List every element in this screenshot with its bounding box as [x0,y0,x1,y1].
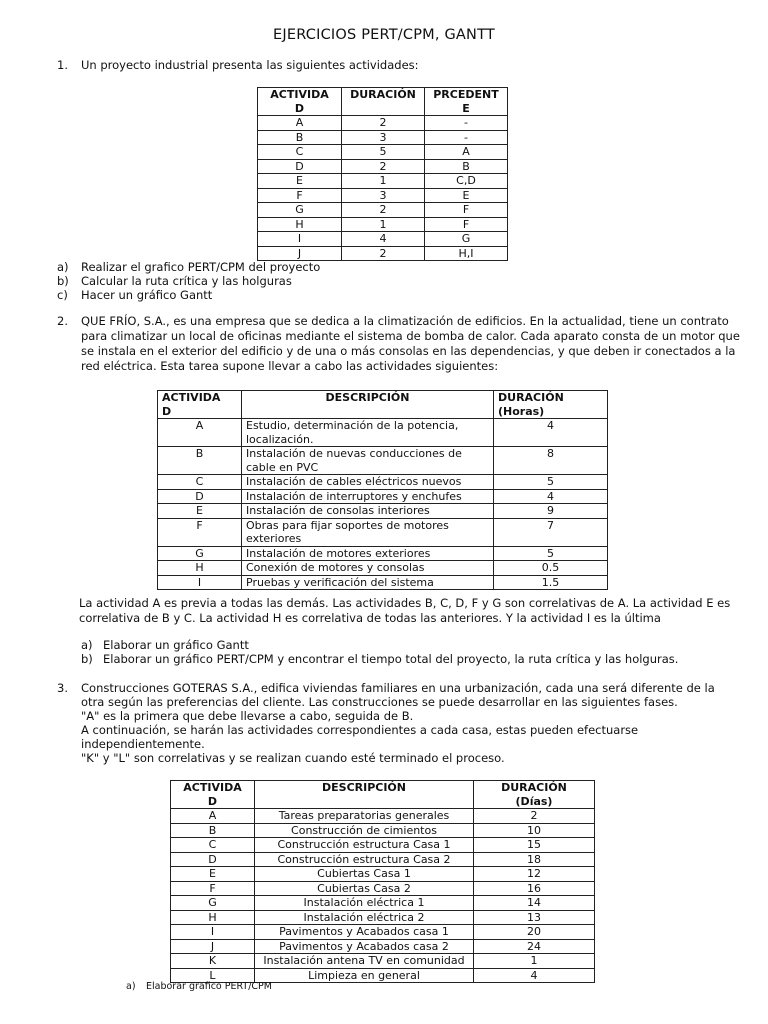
table-cell: A [425,145,508,160]
table-cell-description [242,518,494,546]
table-cell: E [258,174,342,189]
table-row [258,174,508,189]
table-header: DURACIÓN (Días) [474,781,595,809]
text-line: "K" y "L" son correlativas y se realizan cuando esté terminado el proceso. [81,751,505,765]
table-cell: E [171,867,255,882]
table-cell: Limpieza en general [255,968,474,983]
task-label: a) [81,638,93,652]
table-cell: 14 [474,896,595,911]
task-text: Calcular la ruta crítica y las holguras [81,274,292,288]
table-cell-duration: 8 [494,447,608,475]
table-cell: - [425,116,508,131]
table-cell: Pavimentos y Acabados casa 2 [255,939,474,954]
description-line: Instalación de motores exteriores [246,546,431,560]
table-row [171,823,595,838]
table-cell-activity: C [158,475,242,490]
table-row [171,838,595,853]
table-cell: 20 [474,925,595,940]
table-header: ACTIVIDA D [258,88,342,116]
text-line: A continuación, se harán las actividades correspondientes a cada casa, estas pueden efectuarse [81,723,639,737]
exercise-2-notes [79,596,759,626]
table-cell: H [258,217,342,232]
text-line: correlativa de B y C. La actividad H es correlativa de todas las anteriores. Y la actividad I es la última [79,611,661,625]
table-cell: E [425,188,508,203]
table-cell: Cubiertas Casa 2 [255,881,474,896]
task-label: c) [57,288,68,302]
table-cell: G [425,232,508,247]
table-row [158,447,608,475]
task-text: Realizar el grafico PERT/CPM del proyecto [81,260,321,274]
table-cell: 1 [342,217,425,232]
description-line: Instalación de consolas interiores [246,504,430,517]
exercise-3-intro [81,681,741,765]
table-row [171,939,595,954]
text-line: La actividad A es previa a todas las demás. Las actividades B, C, D, F y G son correlativas de A. La actividad E es [79,596,731,610]
text-line: se instala en el exterior del edificio y de una o más consolas en las dependencias, y que deben ir conectados a la [81,344,736,358]
table-cell-description [242,561,494,576]
table-cell: K [171,954,255,969]
table-row [158,489,608,504]
task-text: Elaborar un gráfico Gantt [103,638,249,652]
table-cell-description [242,489,494,504]
exercise-2-table [157,390,608,590]
table-cell: Instalación eléctrica 1 [255,896,474,911]
table-cell-activity: F [158,518,242,546]
description-line: cable en PVC [246,460,319,474]
description-line: exteriores [246,532,302,545]
table-row [158,518,608,546]
table-cell: H [171,910,255,925]
table-cell-activity: E [158,504,242,519]
exercise-2-intro [81,314,741,374]
table-cell: Construcción estructura Casa 1 [255,838,474,853]
exercise-1-intro: Un proyecto industrial presenta las siguientes actividades: [81,58,419,72]
table-row [258,145,508,160]
description-line: Pruebas y verificación del sistema [246,575,434,589]
table-cell: 4 [342,232,425,247]
table-header: DESCRIPCIÓN [242,391,494,419]
text-line: otra según las preferencias del cliente. Las construcciones se puede desarrollar en las siguientes fases. [81,695,678,709]
table-cell: L [171,968,255,983]
table-cell: Pavimentos y Acabados casa 1 [255,925,474,940]
text-line: "A" es la primera que debe llevarse a cabo, seguida de B. [81,709,414,723]
table-cell: G [171,896,255,911]
table-header: DESCRIPCIÓN [255,781,474,809]
table-cell: B [425,159,508,174]
table-header: DURACIÓN (Horas) [494,391,608,419]
description-line: Instalación de interruptores y enchufes [246,489,462,503]
table-cell-duration: 4 [494,489,608,504]
table-cell: 12 [474,867,595,882]
table-cell: 4 [474,968,595,983]
description-line: Instalación de cables eléctricos nuevos [246,475,462,488]
table-cell-activity: I [158,575,242,590]
table-cell-duration: 4 [494,419,608,447]
text-line: Construcciones GOTERAS S.A., edifica viviendas familiares en una urbanización, cada una será diferente de la [81,681,715,695]
task-label: a) [57,260,69,274]
table-cell: 2 [342,203,425,218]
table-row [158,561,608,576]
table-row [258,217,508,232]
exercise-1-table [257,87,508,261]
table-row [171,910,595,925]
table-cell-description [242,504,494,519]
exercise-2-number: 2. [57,314,68,328]
table-row [171,852,595,867]
description-line: Estudio, determinación de la potencia, [246,419,459,432]
table-cell: 1 [342,174,425,189]
table-cell-description [242,419,494,447]
table-row [171,809,595,824]
table-cell: Construcción de cimientos [255,823,474,838]
text-line: red eléctrica. Esta tarea supone llevar a cabo las actividades siguientes: [81,359,499,373]
table-cell: 2 [342,116,425,131]
exercise-3-table [170,780,595,983]
table-cell: 2 [474,809,595,824]
table-cell-duration: 0.5 [494,561,608,576]
table-cell: Instalación eléctrica 2 [255,910,474,925]
table-row [258,159,508,174]
table-row [258,203,508,218]
task-label: b) [81,652,93,666]
table-cell-duration: 5 [494,546,608,561]
table-cell: Tareas preparatorias generales [255,809,474,824]
table-cell: A [171,809,255,824]
table-cell-description [242,575,494,590]
description-line: Obras para fijar soportes de motores [246,518,449,532]
table-row [158,504,608,519]
table-cell: B [171,823,255,838]
table-cell: J [258,246,342,261]
table-cell-duration: 5 [494,475,608,490]
table-header: DURACIÓN [342,88,425,116]
table-cell: H,I [425,246,508,261]
table-cell: G [258,203,342,218]
description-line: Instalación de nuevas conducciones de [246,447,462,460]
task-label: b) [57,274,69,288]
task-text: Elaborar grafico PERT/CPM [146,981,272,992]
text-line: QUE FRÍO, S.A., es una empresa que se dedica a la climatización de edificios. En la actualidad, tiene un contrato [81,314,729,328]
table-row [158,575,608,590]
table-cell: 2 [342,159,425,174]
table-header: ACTIVIDA D [158,391,242,419]
table-cell: F [258,188,342,203]
table-cell: D [258,159,342,174]
table-cell: 5 [342,145,425,160]
table-cell: 2 [342,246,425,261]
table-cell: I [171,925,255,940]
table-row [158,546,608,561]
table-cell: Construcción estructura Casa 2 [255,852,474,867]
table-row [171,896,595,911]
table-cell-duration: 1.5 [494,575,608,590]
table-cell-activity: H [158,561,242,576]
table-cell: 24 [474,939,595,954]
table-cell: 3 [342,188,425,203]
table-cell-duration: 7 [494,518,608,546]
table-cell: 16 [474,881,595,896]
table-cell: C [171,838,255,853]
table-header: PRCEDENT E [425,88,508,116]
table-cell: 15 [474,838,595,853]
table-row [158,475,608,490]
table-cell: 18 [474,852,595,867]
table-cell: F [425,217,508,232]
text-line: independientemente. [81,737,205,751]
table-row [258,188,508,203]
task-text: Elaborar un gráfico PERT/CPM y encontrar el tiempo total del proyecto, la ruta crítica y las holguras. [103,652,679,666]
table-cell-duration: 9 [494,504,608,519]
table-cell: F [425,203,508,218]
table-cell: J [171,939,255,954]
table-row [158,419,608,447]
table-cell-activity: G [158,546,242,561]
task-label: a) [126,981,136,992]
table-cell: - [425,130,508,145]
table-cell: C,D [425,174,508,189]
table-cell: F [171,881,255,896]
table-cell: 13 [474,910,595,925]
table-row [171,954,595,969]
page-title: EJERCICIOS PERT/CPM, GANTT [273,27,495,43]
exercise-3-number: 3. [57,681,68,695]
description-line: Conexión de motores y consolas [246,561,425,574]
table-cell-activity: B [158,447,242,475]
table-row [171,867,595,882]
exercise-1-number: 1. [57,58,68,72]
table-row [258,246,508,261]
table-row [258,116,508,131]
task-text: Hacer un gráfico Gantt [81,288,213,302]
table-cell: D [171,852,255,867]
table-cell: 1 [474,954,595,969]
table-cell: I [258,232,342,247]
table-cell: 10 [474,823,595,838]
table-cell-description [242,546,494,561]
table-cell: Cubiertas Casa 1 [255,867,474,882]
table-cell: 3 [342,130,425,145]
table-cell: A [258,116,342,131]
table-row [171,925,595,940]
table-row [171,881,595,896]
table-cell: Instalación antena TV en comunidad [255,954,474,969]
description-line: localización. [246,432,314,446]
table-row [258,232,508,247]
table-cell-activity: D [158,489,242,504]
table-cell: B [258,130,342,145]
table-cell: C [258,145,342,160]
table-cell-description [242,447,494,475]
table-cell-description [242,475,494,490]
text-line: para climatizar un local de oficinas mediante el sistema de bomba de calor. Cada aparato consta de un motor que [81,329,740,343]
table-row [258,130,508,145]
table-header: ACTIVIDA D [171,781,255,809]
table-cell-activity: A [158,419,242,447]
